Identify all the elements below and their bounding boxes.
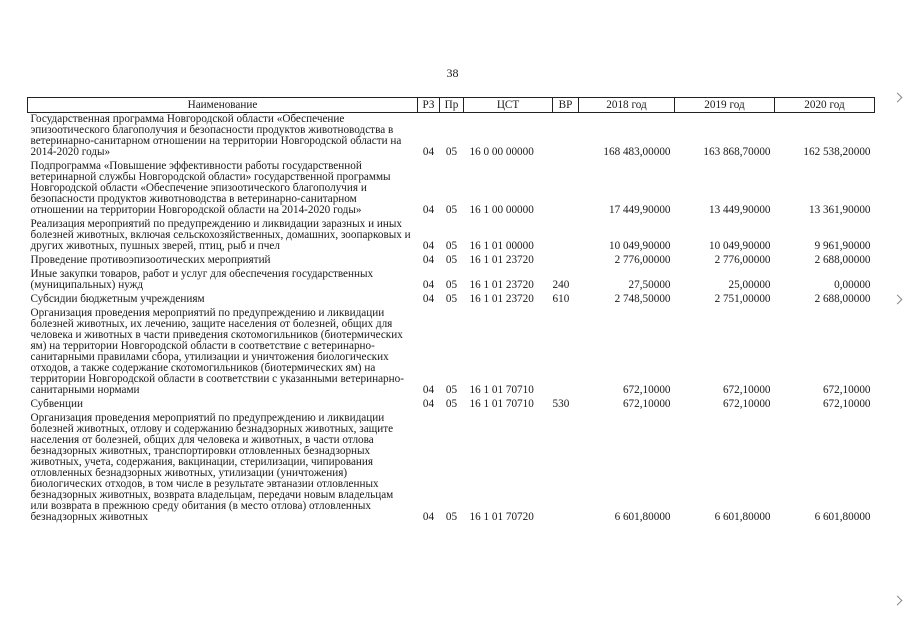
- cell-pr: 05: [445, 398, 458, 410]
- cell-pr: 05: [445, 279, 458, 291]
- cell-vr: 610: [552, 293, 570, 305]
- cell-cst: 16 1 00 00000: [469, 204, 534, 216]
- cell-y2018: 10 049,90000: [608, 240, 671, 252]
- cell-y2018: 27,50000: [628, 279, 671, 291]
- cell-pr: 05: [445, 511, 458, 523]
- cell-name: Подпрограмма «Повышение эффективности работы государственной ветеринарной службы Новгородской области» государственной программы Новгородской области «Обеспечение эпизоотического благополучия и безопасности продуктов животноводства в ветеринарно-санитарном отношении на территории Новгородской области на 2014-2020 годы»: [30, 160, 391, 216]
- cell-pr: 05: [445, 146, 458, 158]
- cell-rz: 04: [422, 384, 435, 396]
- header-rz: РЗ: [418, 98, 440, 113]
- cell-rz: 04: [422, 204, 435, 216]
- cell-name: Реализация мероприятий по предупреждению и ликвидации заразных и иных болезней животных, включая сельскохозяйственных, домашних, зоопарковых и других животных, пушных зверей, птиц, рыб и пчел: [30, 218, 411, 252]
- cell-y2020: 6 601,80000: [814, 511, 871, 523]
- cell-name: Субвенции: [30, 398, 83, 410]
- cell-y2020: 672,10000: [822, 398, 871, 410]
- cell-name: Организация проведения мероприятий по предупреждению и ликвидации болезней животных, их лечению, защите населения от болезней, общих для человека и животных в части приведения скотомогильников (биотермических ям) на территории Новгородской области в соответствие с ветеринарно-санитарными правилами сбора, утилизации и уничтожения биологических отходов, а также содержание скотомогильников (биотермических ям) на территории Новгородской области в соответствии с указанными ветеринарно-санитарными нормами: [30, 307, 404, 396]
- cell-pr: 05: [445, 384, 458, 396]
- cell-y2019: 672,10000: [722, 384, 771, 396]
- cell-cst: 16 1 01 23720: [469, 293, 534, 305]
- cell-y2020: 9 961,90000: [814, 240, 871, 252]
- header-cst: ЦСТ: [464, 98, 553, 113]
- table-row: [28, 398, 875, 412]
- cell-pr: 05: [445, 254, 458, 266]
- cell-rz: 04: [422, 293, 435, 305]
- header-name: Наименование: [28, 98, 418, 113]
- cell-rz: 04: [422, 146, 435, 158]
- cell-rz: 04: [422, 254, 435, 266]
- table-header-row: [28, 98, 875, 113]
- budget-table: [27, 97, 875, 525]
- cell-y2019: 10 049,90000: [708, 240, 771, 252]
- cell-y2019: 6 601,80000: [714, 511, 771, 523]
- header-2019: 2019 год: [675, 98, 775, 113]
- table-row: [28, 293, 875, 307]
- cell-y2020: 2 688,00000: [814, 254, 871, 266]
- table-row: [28, 412, 875, 525]
- cell-y2020: 672,10000: [822, 384, 871, 396]
- cell-name: Государственная программа Новгородской области «Обеспечение эпизоотического благополучия и безопасности продуктов животноводства в ветеринарно-санитарном отношении на территории Новгородской области на 2014-2020 годы»: [30, 113, 402, 158]
- cell-y2018: 6 601,80000: [614, 511, 671, 523]
- cell-vr: [553, 412, 579, 525]
- cell-name: Субсидии бюджетным учреждениям: [30, 293, 205, 305]
- cell-vr: [553, 307, 579, 398]
- header-2020: 2020 год: [775, 98, 875, 113]
- cell-vr: [553, 218, 579, 254]
- cell-y2019: 2 751,00000: [714, 293, 771, 305]
- margin-mark: [893, 295, 903, 305]
- cell-name: Проведение противоэпизоотических мероприятий: [30, 254, 271, 266]
- cell-vr: [553, 113, 579, 161]
- cell-cst: 16 1 01 23720: [469, 279, 534, 291]
- margin-mark: [893, 596, 903, 606]
- cell-y2018: 2 748,50000: [614, 293, 671, 305]
- table-row: [28, 218, 875, 254]
- cell-rz: 04: [422, 511, 435, 523]
- cell-pr: 05: [445, 240, 458, 252]
- cell-y2020: 13 361,90000: [808, 204, 871, 216]
- cell-rz: 04: [422, 279, 435, 291]
- header-pr: Пр: [440, 98, 464, 113]
- cell-y2020: 162 538,20000: [803, 146, 871, 158]
- cell-y2019: 2 776,00000: [714, 254, 771, 266]
- table-row: [28, 113, 875, 161]
- cell-vr: 240: [552, 279, 570, 291]
- cell-rz: 04: [422, 240, 435, 252]
- cell-vr: 530: [552, 398, 570, 410]
- cell-cst: 16 1 01 23720: [469, 254, 534, 266]
- cell-y2018: 168 483,00000: [603, 146, 671, 158]
- cell-pr: 05: [445, 293, 458, 305]
- cell-y2020: 2 688,00000: [814, 293, 871, 305]
- cell-y2019: 25,00000: [728, 279, 771, 291]
- cell-cst: 16 0 00 00000: [469, 146, 534, 158]
- header-vr: ВР: [553, 98, 579, 113]
- cell-y2019: 672,10000: [722, 398, 771, 410]
- cell-y2019: 13 449,90000: [708, 204, 771, 216]
- cell-pr: 05: [445, 204, 458, 216]
- cell-cst: 16 1 01 70710: [469, 398, 534, 410]
- table-row: [28, 254, 875, 268]
- cell-y2018: 672,10000: [622, 398, 671, 410]
- table-row: [28, 307, 875, 398]
- cell-name: Иные закупки товаров, работ и услуг для обеспечения государственных (муниципальных) нужд: [30, 268, 374, 291]
- cell-cst: 16 1 01 00000: [469, 240, 534, 252]
- cell-vr: [553, 160, 579, 218]
- header-2018: 2018 год: [579, 98, 675, 113]
- cell-y2018: 17 449,90000: [608, 204, 671, 216]
- cell-cst: 16 1 01 70720: [469, 511, 534, 523]
- cell-y2019: 163 868,70000: [703, 146, 771, 158]
- cell-vr: [553, 254, 579, 268]
- margin-mark: [893, 93, 903, 103]
- table-row: [28, 160, 875, 218]
- cell-rz: 04: [422, 398, 435, 410]
- cell-y2020: 0,00000: [834, 279, 871, 291]
- cell-y2018: 672,10000: [622, 384, 671, 396]
- page-number: 38: [446, 66, 459, 80]
- cell-cst: 16 1 01 70710: [469, 384, 534, 396]
- table-row: [28, 268, 875, 293]
- cell-y2018: 2 776,00000: [614, 254, 671, 266]
- table-body: [28, 113, 875, 526]
- cell-name: Организация проведения мероприятий по предупреждению и ликвидации болезней животных, отлову и содержанию безнадзорных животных, защите населения от болезней, общих для человека и животных, в части отлова безнадзорных животных, транспортировки отловленных безнадзорных животных, учета, содержания, вакцинации, стерилизации, чипирования отловленных безнадзорных животных, утилизации (уничтожения) биологических отходов, в том числе в результате эвтаназии отловленных безнадзорных животных, возврата владельцам, передачи новым владельцам или возврата в прежнюю среду обитания (в место отлова) отловленных безнадзорных животных: [30, 412, 394, 523]
